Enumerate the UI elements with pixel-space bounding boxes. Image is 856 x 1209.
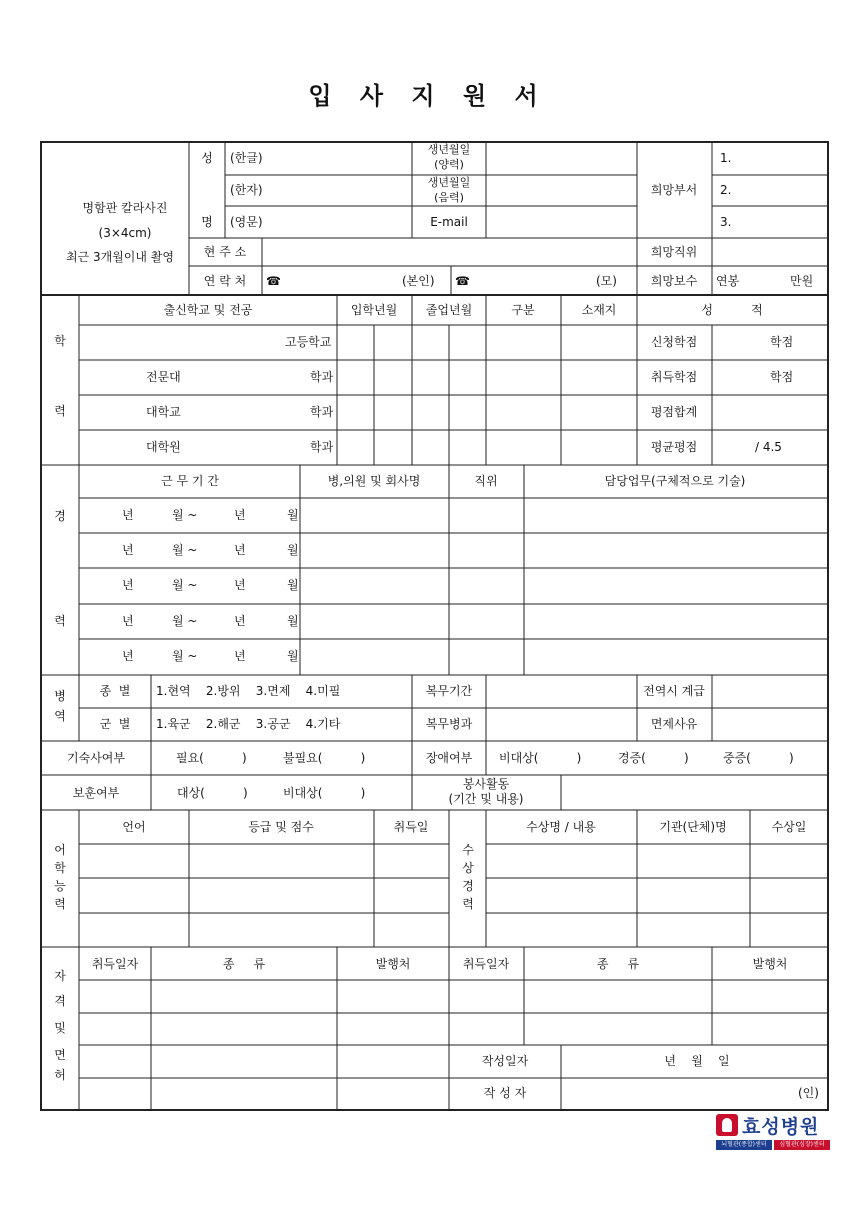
apply-credit-label: 신청학점	[650, 335, 698, 349]
award-header-org: 기관(단체)명	[659, 820, 727, 834]
lang-header-language: 언어	[122, 820, 146, 834]
dept-choice-2: 2.	[720, 183, 732, 197]
edu-univ-major: 학과	[310, 405, 334, 419]
hospital-sub-2: 심혈관(심장)센터	[774, 1140, 830, 1150]
license-side-char: 및	[54, 1021, 66, 1035]
career-header-company: 병,의원 및 회사명	[327, 474, 421, 488]
veteran-label: 보훈여부	[72, 786, 120, 800]
hospital-logo-icon	[716, 1114, 738, 1136]
career-row-3-month-from: 월 ~	[172, 578, 198, 592]
awards-side-char: 상	[462, 861, 474, 875]
birth-solar-label-1: 생년월일	[427, 143, 471, 156]
license-header-kind-2: 종 류	[596, 957, 640, 971]
sign-date-value: 년 월 일	[664, 1054, 730, 1068]
military-branch-label: 군 별	[99, 717, 131, 731]
gpa-avg-label: 평균평점	[650, 440, 698, 454]
dorm-label: 기숙사여부	[67, 751, 125, 765]
career-row-5-month-from: 월 ~	[172, 649, 198, 663]
address-label: 현 주 소	[203, 245, 247, 259]
career-row-5-year-from: 년	[122, 649, 134, 663]
awards-side-char: 경	[462, 879, 474, 893]
name-myeong-label: 명	[201, 215, 213, 229]
veteran-applicable: 대상( )	[177, 786, 248, 800]
exempt-reason-label: 면제사유	[650, 717, 698, 731]
military-kind-options: 1.현역 2.방위 3.면제 4.미필	[156, 684, 341, 698]
career-row-1-month-to: 월	[287, 508, 299, 522]
career-row-1-year-to: 년	[234, 508, 246, 522]
award-header-date: 수상일	[771, 820, 807, 834]
license-header-date-2: 취득일자	[462, 957, 510, 971]
edu-header-location: 소재지	[581, 303, 617, 317]
hospital-sub-1: 뇌혈관(종합)센터	[716, 1140, 772, 1150]
birth-lunar-label-2: (음력)	[434, 191, 464, 204]
discharge-rank-label: 전역시 계급	[643, 684, 705, 698]
edu-header-grad: 졸업년월	[425, 303, 473, 317]
license-side-char: 자	[54, 969, 66, 983]
career-row-2-year-to: 년	[234, 543, 246, 557]
mobile-label: (모)	[596, 274, 617, 288]
position-label: 희망직위	[650, 245, 698, 259]
gpa-total-label: 평점합계	[650, 405, 698, 419]
language-side-char: 력	[54, 897, 66, 911]
license-header-kind-1: 종 류	[222, 957, 266, 971]
edu-header-type: 구분	[511, 303, 535, 317]
phone-self-label: (본인)	[402, 274, 435, 288]
edu-grad-major: 학과	[310, 440, 334, 454]
awards-side-char: 수	[462, 843, 474, 857]
form-title: 입 사 지 원 서	[308, 82, 548, 110]
veteran-nonapplicable: 비대상( )	[283, 786, 366, 800]
career-side-2: 력	[54, 614, 66, 628]
awards-side-char: 력	[462, 897, 474, 911]
hangul-label: (한글)	[230, 151, 263, 165]
photo-label-1: 명함판 칼라사진	[82, 201, 168, 215]
volunteer-label-2: (기간 및 내용)	[448, 792, 524, 806]
license-side-char: 허	[54, 1068, 66, 1082]
edu-side-1: 학	[54, 334, 66, 348]
career-row-4-year-to: 년	[234, 614, 246, 628]
career-side-1: 경	[54, 509, 66, 523]
award-header-name: 수상명 / 내용	[526, 820, 596, 834]
career-header-period: 근 무 기 간	[161, 474, 219, 488]
edu-header-entry: 입학년월	[350, 303, 398, 317]
military-side-2: 역	[54, 709, 66, 723]
military-branch-options: 1.육군 2.해군 3.공군 4.기타	[156, 717, 341, 731]
gpa-scale: / 4.5	[755, 440, 782, 454]
dept-choice-1: 1.	[720, 151, 732, 165]
name-seong-label: 성	[201, 151, 213, 165]
disability-nonapplicable: 비대상( )	[499, 751, 582, 765]
career-row-3-year-to: 년	[234, 578, 246, 592]
career-row-5-month-to: 월	[287, 649, 299, 663]
lang-header-score: 등급 및 점수	[248, 820, 314, 834]
disability-severe: 중증( )	[723, 751, 794, 765]
dept-label: 희망부서	[650, 183, 698, 197]
career-row-1-year-from: 년	[122, 508, 134, 522]
photo-label-3: 최근 3개월이내 촬영	[65, 250, 175, 264]
apply-credit-unit: 학점	[770, 335, 794, 349]
edu-high-label: 고등학교	[285, 335, 332, 349]
dorm-no-need: 불필요( )	[283, 751, 366, 765]
sign-author-label: 작 성 자	[483, 1086, 527, 1100]
career-row-3-month-to: 월	[287, 578, 299, 592]
career-header-duty: 담당업무(구체적으로 기술)	[604, 474, 746, 488]
disability-label: 장애여부	[425, 751, 473, 765]
military-side-1: 병	[54, 689, 66, 703]
service-period-label: 복무기간	[425, 684, 473, 698]
mobile-icon: ☎	[455, 274, 470, 288]
volunteer-label-1: 봉사활동	[462, 777, 510, 791]
language-side-char: 학	[54, 861, 66, 875]
photo-label-2: (3×4cm)	[98, 226, 152, 240]
edu-grad-label: 대학원	[146, 440, 181, 454]
career-row-4-month-from: 월 ~	[172, 614, 198, 628]
sign-date-label: 작성일자	[481, 1054, 529, 1068]
career-row-5-year-to: 년	[234, 649, 246, 663]
license-side-char: 면	[54, 1048, 66, 1062]
hanja-label: (한자)	[230, 183, 263, 197]
hospital-logo	[716, 1112, 830, 1152]
edu-college-label: 전문대	[146, 370, 181, 384]
career-row-4-month-to: 월	[287, 614, 299, 628]
license-header-issuer-1: 발행처	[375, 957, 411, 971]
salary-label: 희망보수	[650, 274, 698, 288]
license-header-date-1: 취득일자	[91, 957, 139, 971]
edu-header-grade: 성 적	[701, 303, 763, 317]
license-header-issuer-2: 발행처	[752, 957, 788, 971]
dorm-need: 필요( )	[176, 751, 247, 765]
career-row-2-month-from: 월 ~	[172, 543, 198, 557]
edu-college-major: 학과	[310, 370, 334, 384]
language-side-char: 능	[54, 879, 66, 893]
edu-header-school: 출신학교 및 전공	[163, 303, 253, 317]
hospital-name: 효성병원	[742, 1116, 820, 1138]
career-header-role: 직위	[474, 474, 498, 488]
career-row-4-year-from: 년	[122, 614, 134, 628]
english-label: (영문)	[230, 215, 263, 229]
earned-credit-label: 취득학점	[650, 370, 698, 384]
birth-solar-label-2: (양력)	[434, 158, 464, 171]
edu-side-2: 력	[54, 404, 66, 418]
career-row-1-month-from: 월 ~	[172, 508, 198, 522]
military-kind-label: 종 별	[99, 684, 131, 698]
sign-seal: (인)	[798, 1086, 819, 1100]
birth-lunar-label-1: 생년월일	[427, 176, 471, 189]
lang-header-date: 취득일	[393, 820, 429, 834]
service-branch-label: 복무병과	[425, 717, 473, 731]
contact-label: 연 락 처	[203, 274, 247, 288]
edu-univ-label: 대학교	[146, 405, 181, 419]
license-side-char: 격	[54, 994, 66, 1008]
career-row-3-year-from: 년	[122, 578, 134, 592]
dept-choice-3: 3.	[720, 215, 732, 229]
earned-credit-unit: 학점	[770, 370, 794, 384]
career-row-2-year-from: 년	[122, 543, 134, 557]
language-side-char: 어	[54, 843, 66, 857]
salary-unit-label: 만원	[790, 274, 814, 288]
phone-icon: ☎	[266, 274, 281, 288]
career-row-2-month-to: 월	[287, 543, 299, 557]
disability-mild: 경증( )	[618, 751, 689, 765]
email-label: E-mail	[430, 215, 468, 229]
salary-annual-label: 연봉	[716, 274, 740, 288]
